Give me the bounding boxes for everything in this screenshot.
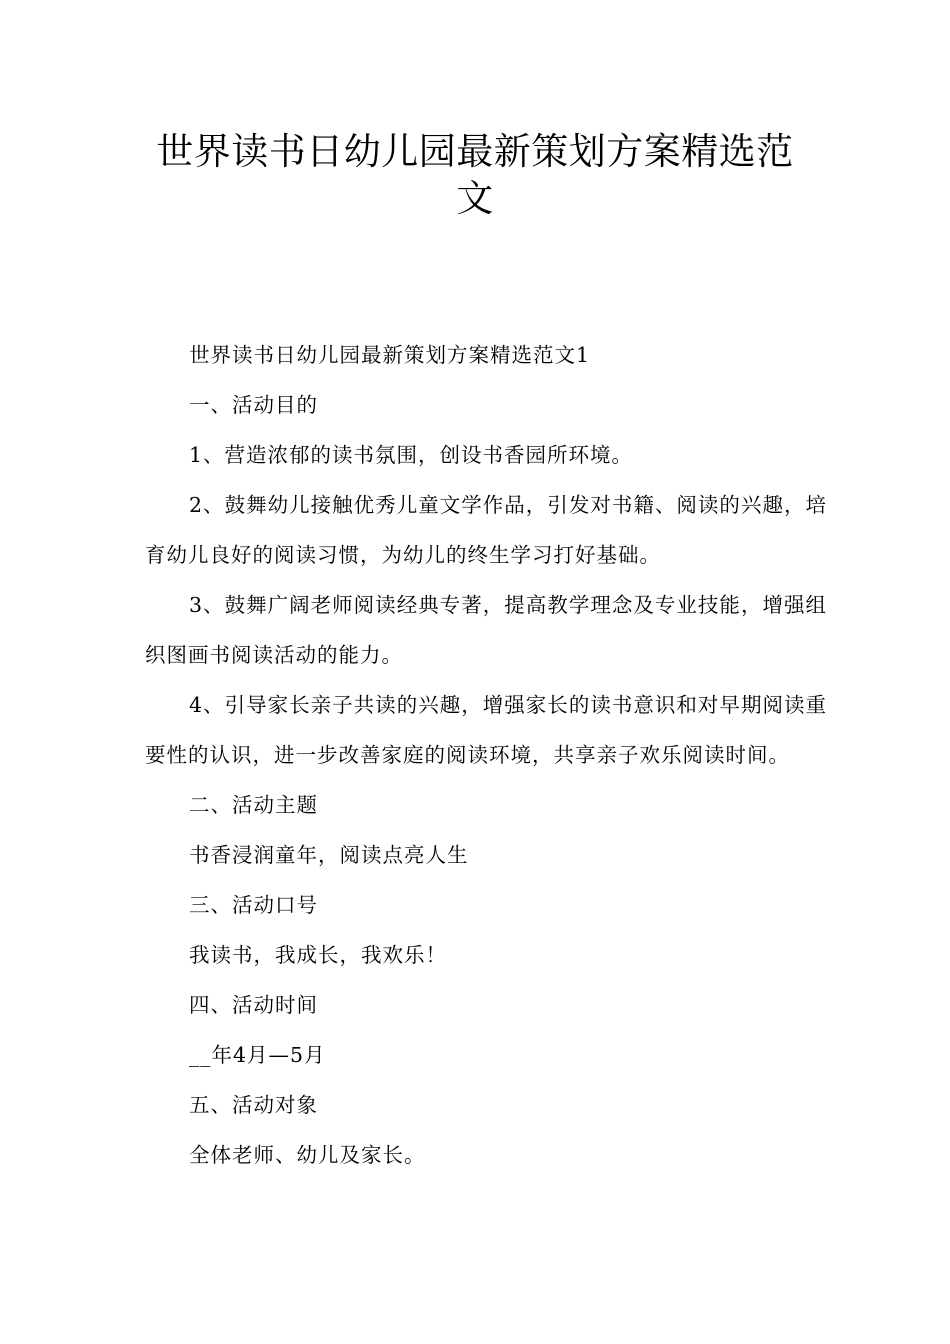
paragraph-purpose-1: 1、营造浓郁的读书氛围，创设书香园所环境。 (189, 443, 634, 467)
paragraph-heading-theme: 二、活动主题 (189, 793, 318, 817)
paragraph-purpose-4: 4、引导家长亲子共读的兴趣，增强家长的读书意识和对早期阅读重要性的认识，进一步改善家庭的阅读环境，共享亲子欢乐阅读时间。 (145, 693, 827, 767)
paragraph-heading-time: 四、活动时间 (189, 993, 318, 1017)
paragraph-audience: 全体老师、幼儿及家长。 (189, 1143, 426, 1167)
paragraph-heading-audience: 五、活动对象 (189, 1093, 318, 1117)
document-body (145, 330, 827, 1180)
paragraph-slogan: 我读书，我成长，我欢乐！ (189, 943, 447, 967)
paragraph-section-heading: 世界读书日幼儿园最新策划方案精选范文1 (189, 343, 591, 367)
paragraph-heading-purpose: 一、活动目的 (189, 393, 318, 417)
document-title: 世界读书日幼儿园最新策划方案精选范文 (156, 130, 794, 220)
paragraph-purpose-3: 3、鼓舞广阔老师阅读经典专著，提高教学理念及专业技能，增强组织图画书阅读活动的能力。 (145, 593, 827, 667)
paragraph-heading-slogan: 三、活动口号 (189, 893, 318, 917)
paragraph-theme: 书香浸润童年，阅读点亮人生 (189, 843, 469, 867)
paragraph-time: __年4月—5月 (189, 1043, 326, 1067)
paragraph-purpose-2: 2、鼓舞幼儿接触优秀儿童文学作品，引发对书籍、阅读的兴趣，培育幼儿良好的阅读习惯，为幼儿的终生学习打好基础。 (145, 493, 827, 567)
